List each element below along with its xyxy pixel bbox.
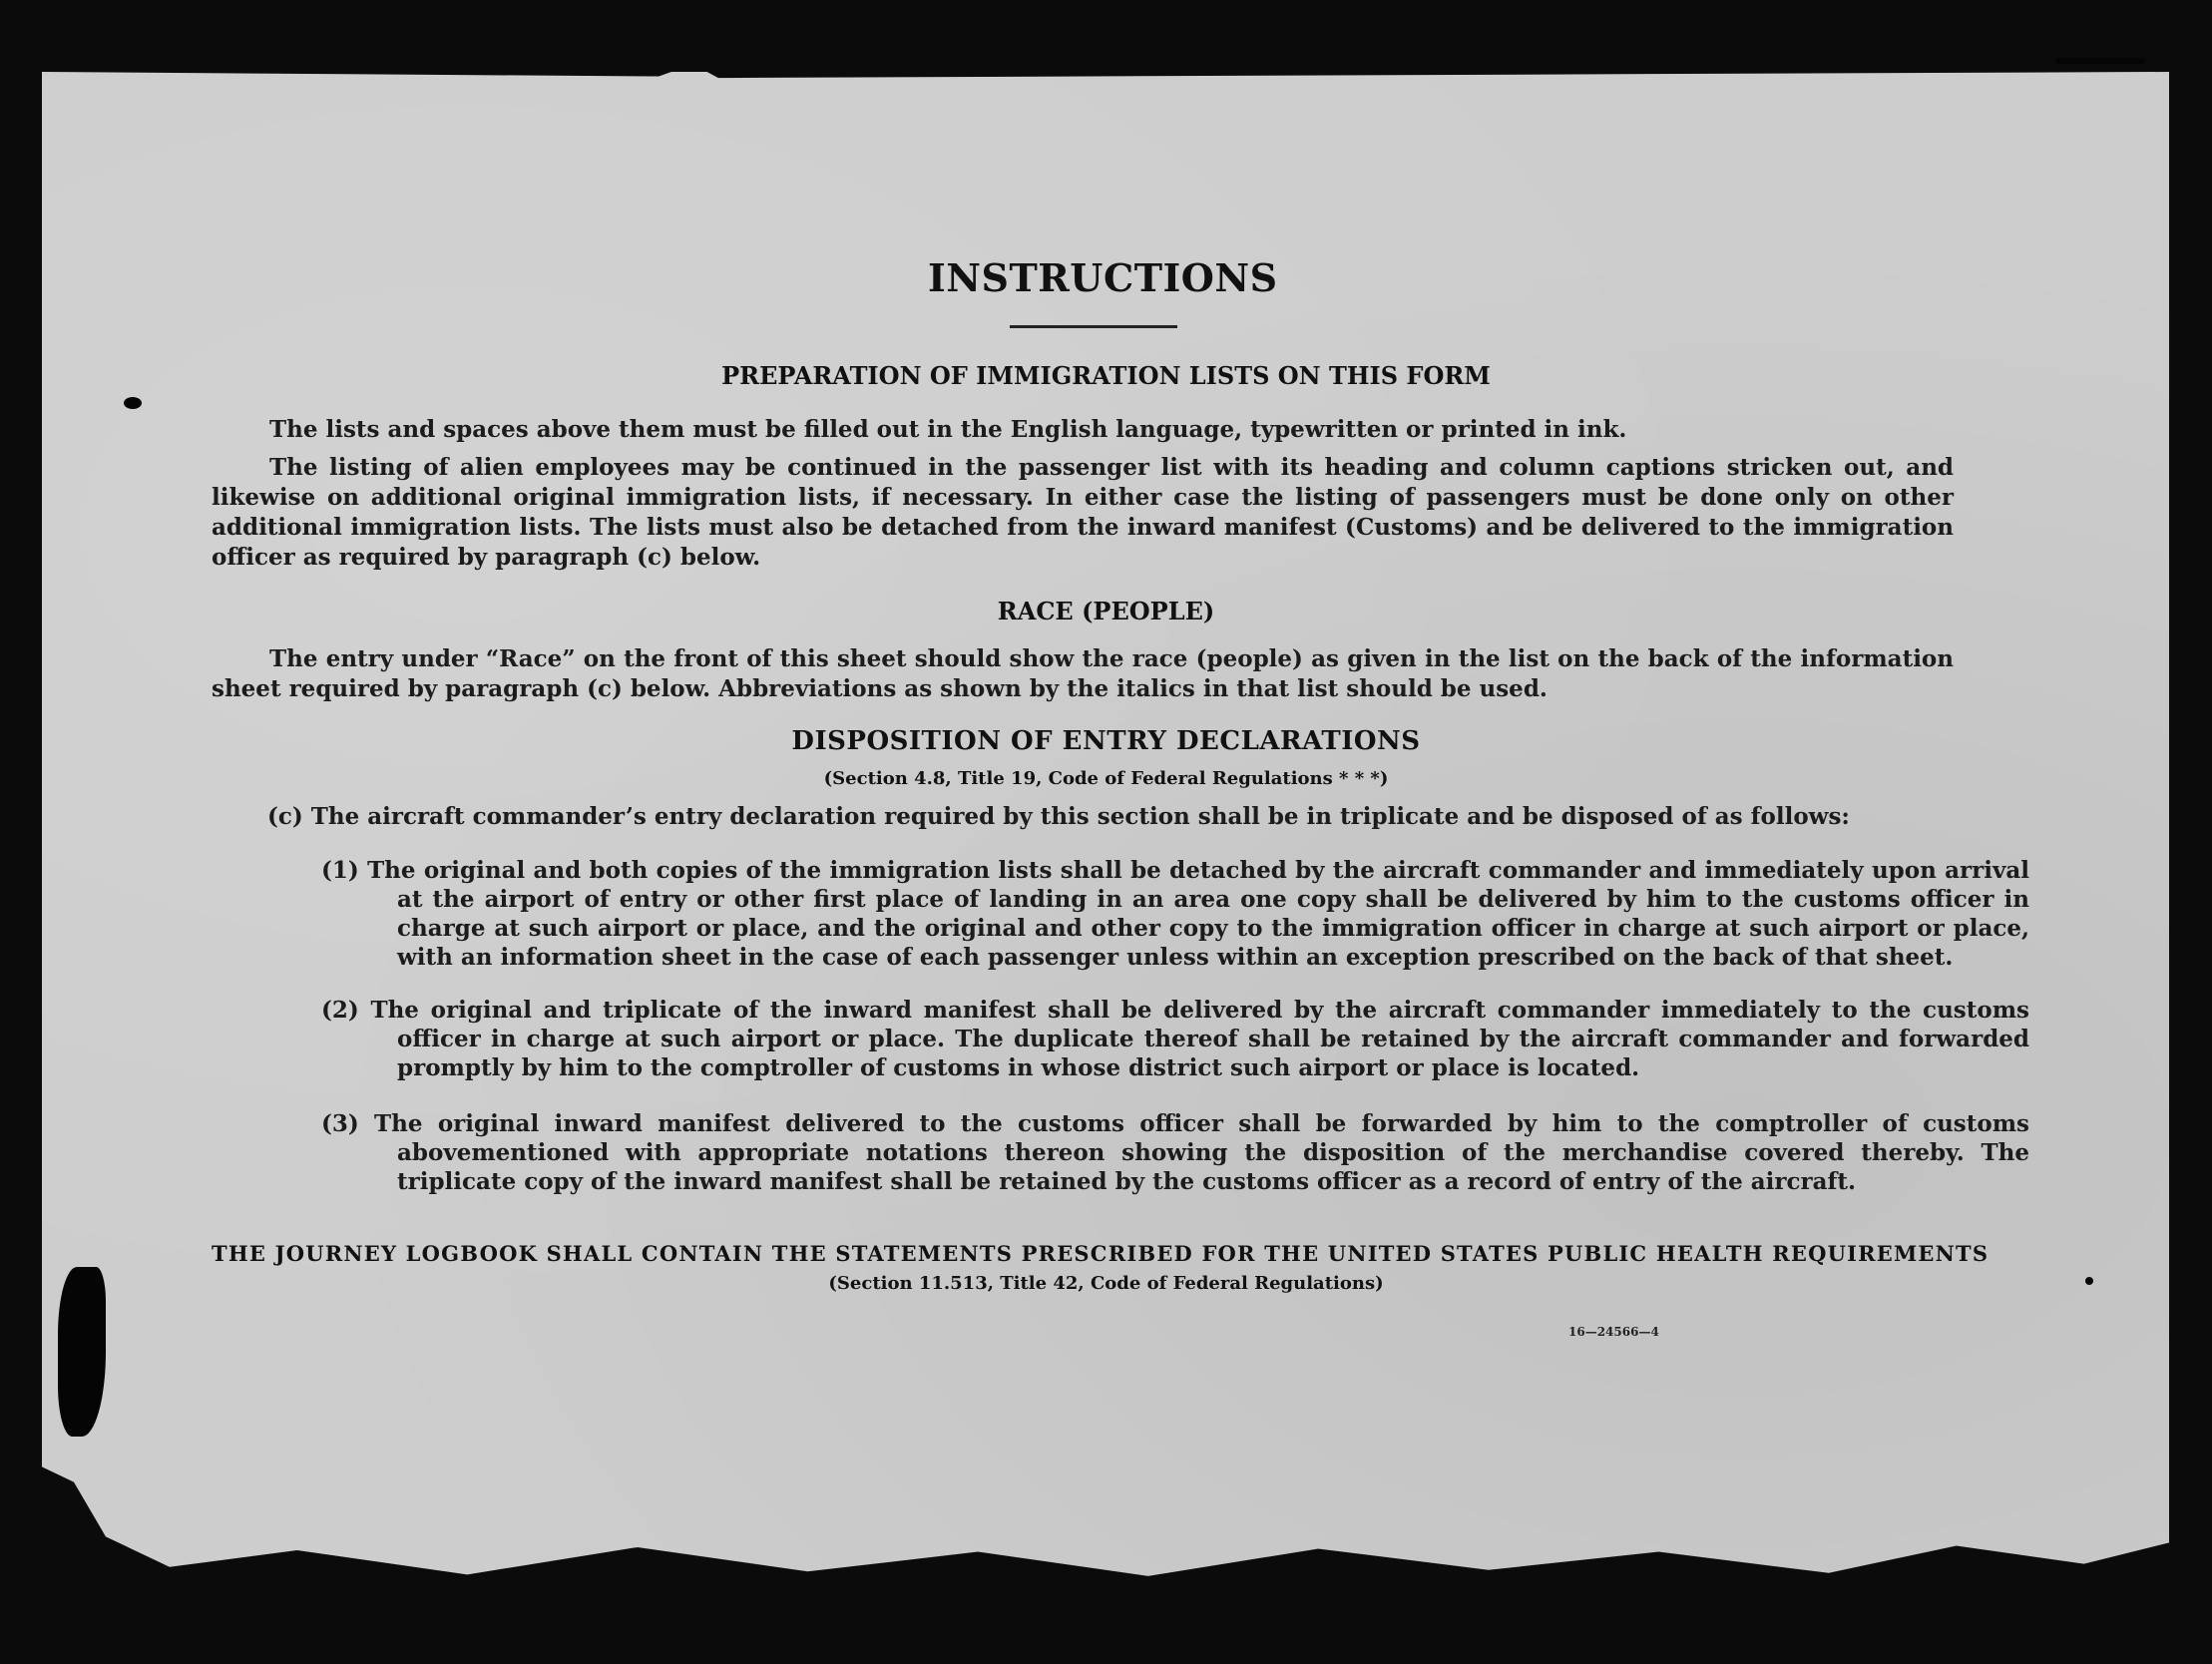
race-heading: RACE (PEOPLE) xyxy=(997,597,1215,625)
disposition-item-3: (3) The original inward manifest delivered to the customs officer shall be forwarded by him to the comptroller of customs abovementioned with appropriate notations thereon showing the disposition of the merchandise covered thereby. The triplicate copy of the inward manifest shall be retained by the customs officer as a record of entry of the aircraft. xyxy=(321,1110,2029,1195)
disposition-item-2: (2) The original and triplicate of the inward manifest shall be delivered by the aircraft commander immediately to the customs officer in charge at such airport or place. The duplicate thereof shall be retained by the aircraft commander and forwarded promptly by him to the comptroller of customs in whose district such airport or place is located. xyxy=(321,997,2029,1081)
health-requirements-statement: THE JOURNEY LOGBOOK SHALL CONTAIN THE STATEMENTS PRESCRIBED FOR THE UNITED STATES PUBLIC HEALTH REQUIREMENTS xyxy=(212,1241,1990,1266)
form-code: 16—24566—4 xyxy=(1568,1325,1659,1339)
title-underline xyxy=(1010,325,1177,328)
preparation-paragraph-1: The lists and spaces above them must be filled out in the English language, typewritten or printed in ink. xyxy=(269,416,1627,443)
disposition-heading: DISPOSITION OF ENTRY DECLARATIONS xyxy=(791,726,1421,756)
preparation-heading: PREPARATION OF IMMIGRATION LISTS ON THIS FORM xyxy=(721,361,1491,390)
race-paragraph: The entry under “Race” on the front of this sheet should show the race (people) as given in the list on the back of the information sheet required by paragraph (c) below. Abbreviations as shown by the italics in that list should be used. xyxy=(212,645,1954,702)
page-title: INSTRUCTIONS xyxy=(928,255,1278,300)
disposition-citation: (Section 4.8, Title 19, Code of Federal Regulations * * *) xyxy=(823,768,1389,789)
preparation-paragraph-2: The listing of alien employees may be continued in the passenger list with its heading and column captions stricken out, and likewise on additional original immigration lists, if necessary. In either case the listing of passengers must be done only on other additional immigration lists. The lists must also be detached from the inward manifest (Customs) and be delivered to the immigration officer as required by paragraph (c) below. xyxy=(212,454,1954,571)
disposition-item-1: (1) The original and both copies of the immigration lists shall be detached by the aircraft commander and immediately upon arrival at the airport of entry or other first place of landing in an area one copy shall be delivered by him to the customs officer in charge at such airport or place, and the original and other copy to the immigration officer in charge at such airport or place, with an information sheet in the case of each passenger unless within an exception prescribed on the back of that sheet. xyxy=(321,857,2029,971)
health-requirements-citation: (Section 11.513, Title 42, Code of Federal Regulations) xyxy=(828,1273,1384,1294)
disposition-intro: (c) The aircraft commander’s entry declaration required by this section shall be in triplicate and be disposed of as follows: xyxy=(267,803,1850,830)
